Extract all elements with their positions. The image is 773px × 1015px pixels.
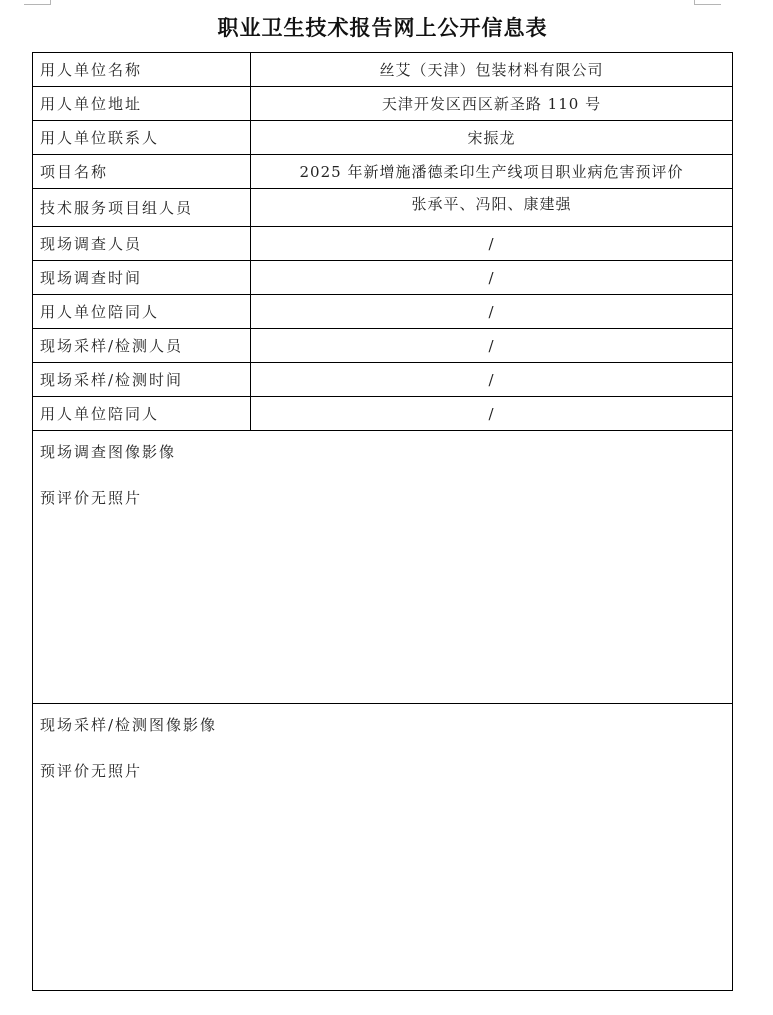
table-row-employer-name — [33, 53, 733, 87]
row-value: 丝艾（天津）包装材料有限公司 — [251, 53, 733, 87]
table-row-employer-contact — [33, 121, 733, 155]
row-value: 2025 年新增施潘德柔印生产线项目职业病危害预评价 — [251, 155, 733, 189]
row-value: / — [251, 227, 733, 261]
table-row-survey-time — [33, 261, 733, 295]
table-row-survey-escort — [33, 295, 733, 329]
row-value: / — [251, 397, 733, 431]
row-value: / — [251, 363, 733, 397]
row-label: 现场采样/检测人员 — [33, 329, 251, 363]
table-row-project-team — [33, 189, 733, 227]
row-label: 项目名称 — [33, 155, 251, 189]
row-label: 用人单位联系人 — [33, 121, 251, 155]
row-label: 用人单位陪同人 — [33, 295, 251, 329]
table-row-survey-staff — [33, 227, 733, 261]
row-label: 现场调查人员 — [33, 227, 251, 261]
table-row-project-name — [33, 155, 733, 189]
row-label: 现场调查时间 — [33, 261, 251, 295]
row-value: / — [251, 329, 733, 363]
table-row-employer-address — [33, 87, 733, 121]
sampling-images-cell — [33, 704, 733, 991]
sampling-images-title: 现场采样/检测图像影像 — [40, 716, 218, 734]
document-title: 职业卫生技术报告网上公开信息表 — [217, 15, 548, 40]
row-label: 技术服务项目组人员 — [33, 189, 251, 227]
row-label: 用人单位陪同人 — [33, 397, 251, 431]
survey-images-title: 现场调查图像影像 — [40, 443, 177, 461]
table-row-sampling-time — [33, 363, 733, 397]
survey-images-note: 预评价无照片 — [40, 489, 143, 507]
row-label: 用人单位地址 — [33, 87, 251, 121]
page-corner-mark-left — [24, 0, 51, 5]
row-label: 现场采样/检测时间 — [33, 363, 251, 397]
survey-images-cell — [33, 431, 733, 704]
page-corner-mark-right — [694, 0, 721, 5]
table-row-sampling-escort — [33, 397, 733, 431]
row-label: 用人单位名称 — [33, 53, 251, 87]
row-value: / — [251, 261, 733, 295]
row-value: 张承平、冯阳、康建强 — [251, 189, 733, 227]
sampling-images-section — [33, 704, 733, 991]
row-value: 天津开发区西区新圣路 110 号 — [251, 87, 733, 121]
row-value: 宋振龙 — [251, 121, 733, 155]
table-row-sampling-staff — [33, 329, 733, 363]
info-table — [32, 52, 733, 991]
sampling-images-note: 预评价无照片 — [40, 762, 143, 780]
survey-images-section — [33, 431, 733, 704]
row-value: / — [251, 295, 733, 329]
